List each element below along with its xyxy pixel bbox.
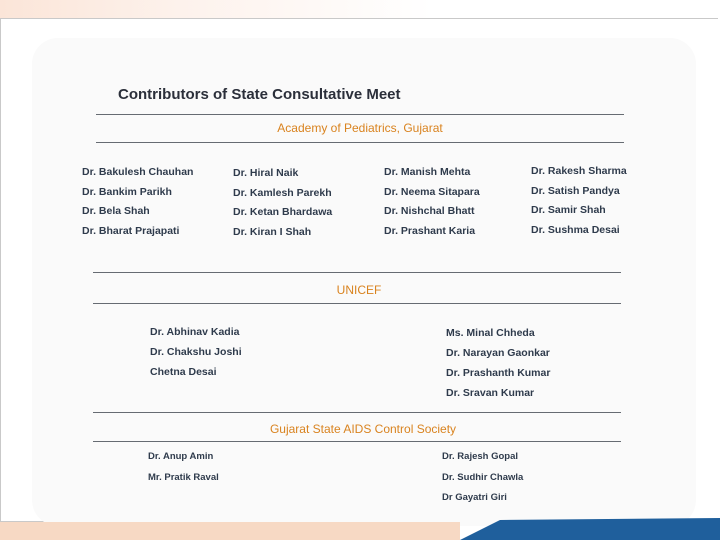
contributor-name: Dr. Satish Pandya — [531, 184, 620, 197]
divider-academy-top — [96, 114, 624, 115]
unicef-heading: UNICEF — [336, 283, 382, 297]
gsacs-column-1 — [148, 447, 219, 488]
contributor-name: Dr. Sudhir Chawla — [442, 471, 524, 483]
contributor-name: Dr. Samir Shah — [531, 204, 606, 216]
divider-gsacs-bottom — [93, 441, 621, 442]
divider-academy-bottom — [96, 142, 624, 143]
contributor-name: Dr. Bakulesh Chauhan — [82, 166, 194, 178]
contributor-name: Dr. Bharat Prajapati — [82, 224, 180, 237]
divider-unicef-bottom — [93, 303, 621, 304]
contributor-name: Dr. Abhinav Kadia — [150, 326, 240, 338]
contributor-name: Dr. Kiran I Shah — [233, 225, 312, 238]
contributor-name: Dr. Sushma Desai — [531, 223, 620, 236]
contributor-name: Dr. Neema Sitapara — [384, 185, 480, 198]
wave-blue-band — [460, 518, 720, 540]
slide-title: Contributors of State Consultative Meet — [118, 86, 401, 103]
unicef-column-1 — [150, 322, 242, 382]
academy-column-4 — [531, 162, 627, 240]
contributor-name: Dr. Rakesh Sharma — [531, 165, 627, 177]
contributor-name: Dr. Bela Shah — [82, 205, 150, 217]
academy-heading: Academy of Pediatrics, Gujarat — [277, 121, 443, 135]
divider-unicef-top — [93, 272, 621, 273]
contributor-name: Dr. Chakshu Joshi — [150, 346, 242, 358]
academy-column-2 — [233, 164, 332, 242]
contributor-name: Chetna Desai — [150, 366, 217, 378]
contributor-name: Dr. Sravan Kumar — [446, 387, 535, 399]
academy-column-3 — [384, 163, 480, 241]
contributor-name: Dr. Manish Mehta — [384, 166, 471, 178]
contributor-name: Dr. Prashanth Kumar — [446, 367, 551, 379]
unicef-column-2 — [446, 323, 550, 403]
slide-panel — [32, 38, 696, 526]
wave-peach-band — [0, 522, 460, 540]
contributor-name: Dr Gayatri Giri — [442, 492, 507, 503]
contributor-name: Dr. Rajesh Gopal — [442, 451, 519, 462]
bottom-decorative-wave — [0, 518, 720, 540]
academy-column-1 — [82, 163, 193, 241]
contributor-name: Dr. Prashant Karia — [384, 224, 476, 237]
divider-gsacs-top — [93, 412, 621, 413]
contributor-name: Dr. Hiral Naik — [233, 167, 299, 179]
contributor-name: Dr. Anup Amin — [148, 451, 214, 462]
contributor-name: Dr. Kamlesh Parekh — [233, 186, 332, 199]
contributor-name: Ms. Minal Chheda — [446, 327, 535, 339]
gsacs-heading: Gujarat State AIDS Control Society — [269, 422, 457, 436]
contributor-name: Dr. Narayan Gaonkar — [446, 347, 550, 359]
gsacs-column-2 — [442, 447, 523, 509]
contributor-name: Dr. Ketan Bhardawa — [233, 206, 333, 218]
contributor-name: Dr. Bankim Parikh — [82, 185, 172, 198]
top-decorative-band — [0, 0, 720, 18]
contributor-name: Mr. Pratik Raval — [148, 471, 219, 483]
contributor-name: Dr. Nishchal Bhatt — [384, 205, 475, 217]
